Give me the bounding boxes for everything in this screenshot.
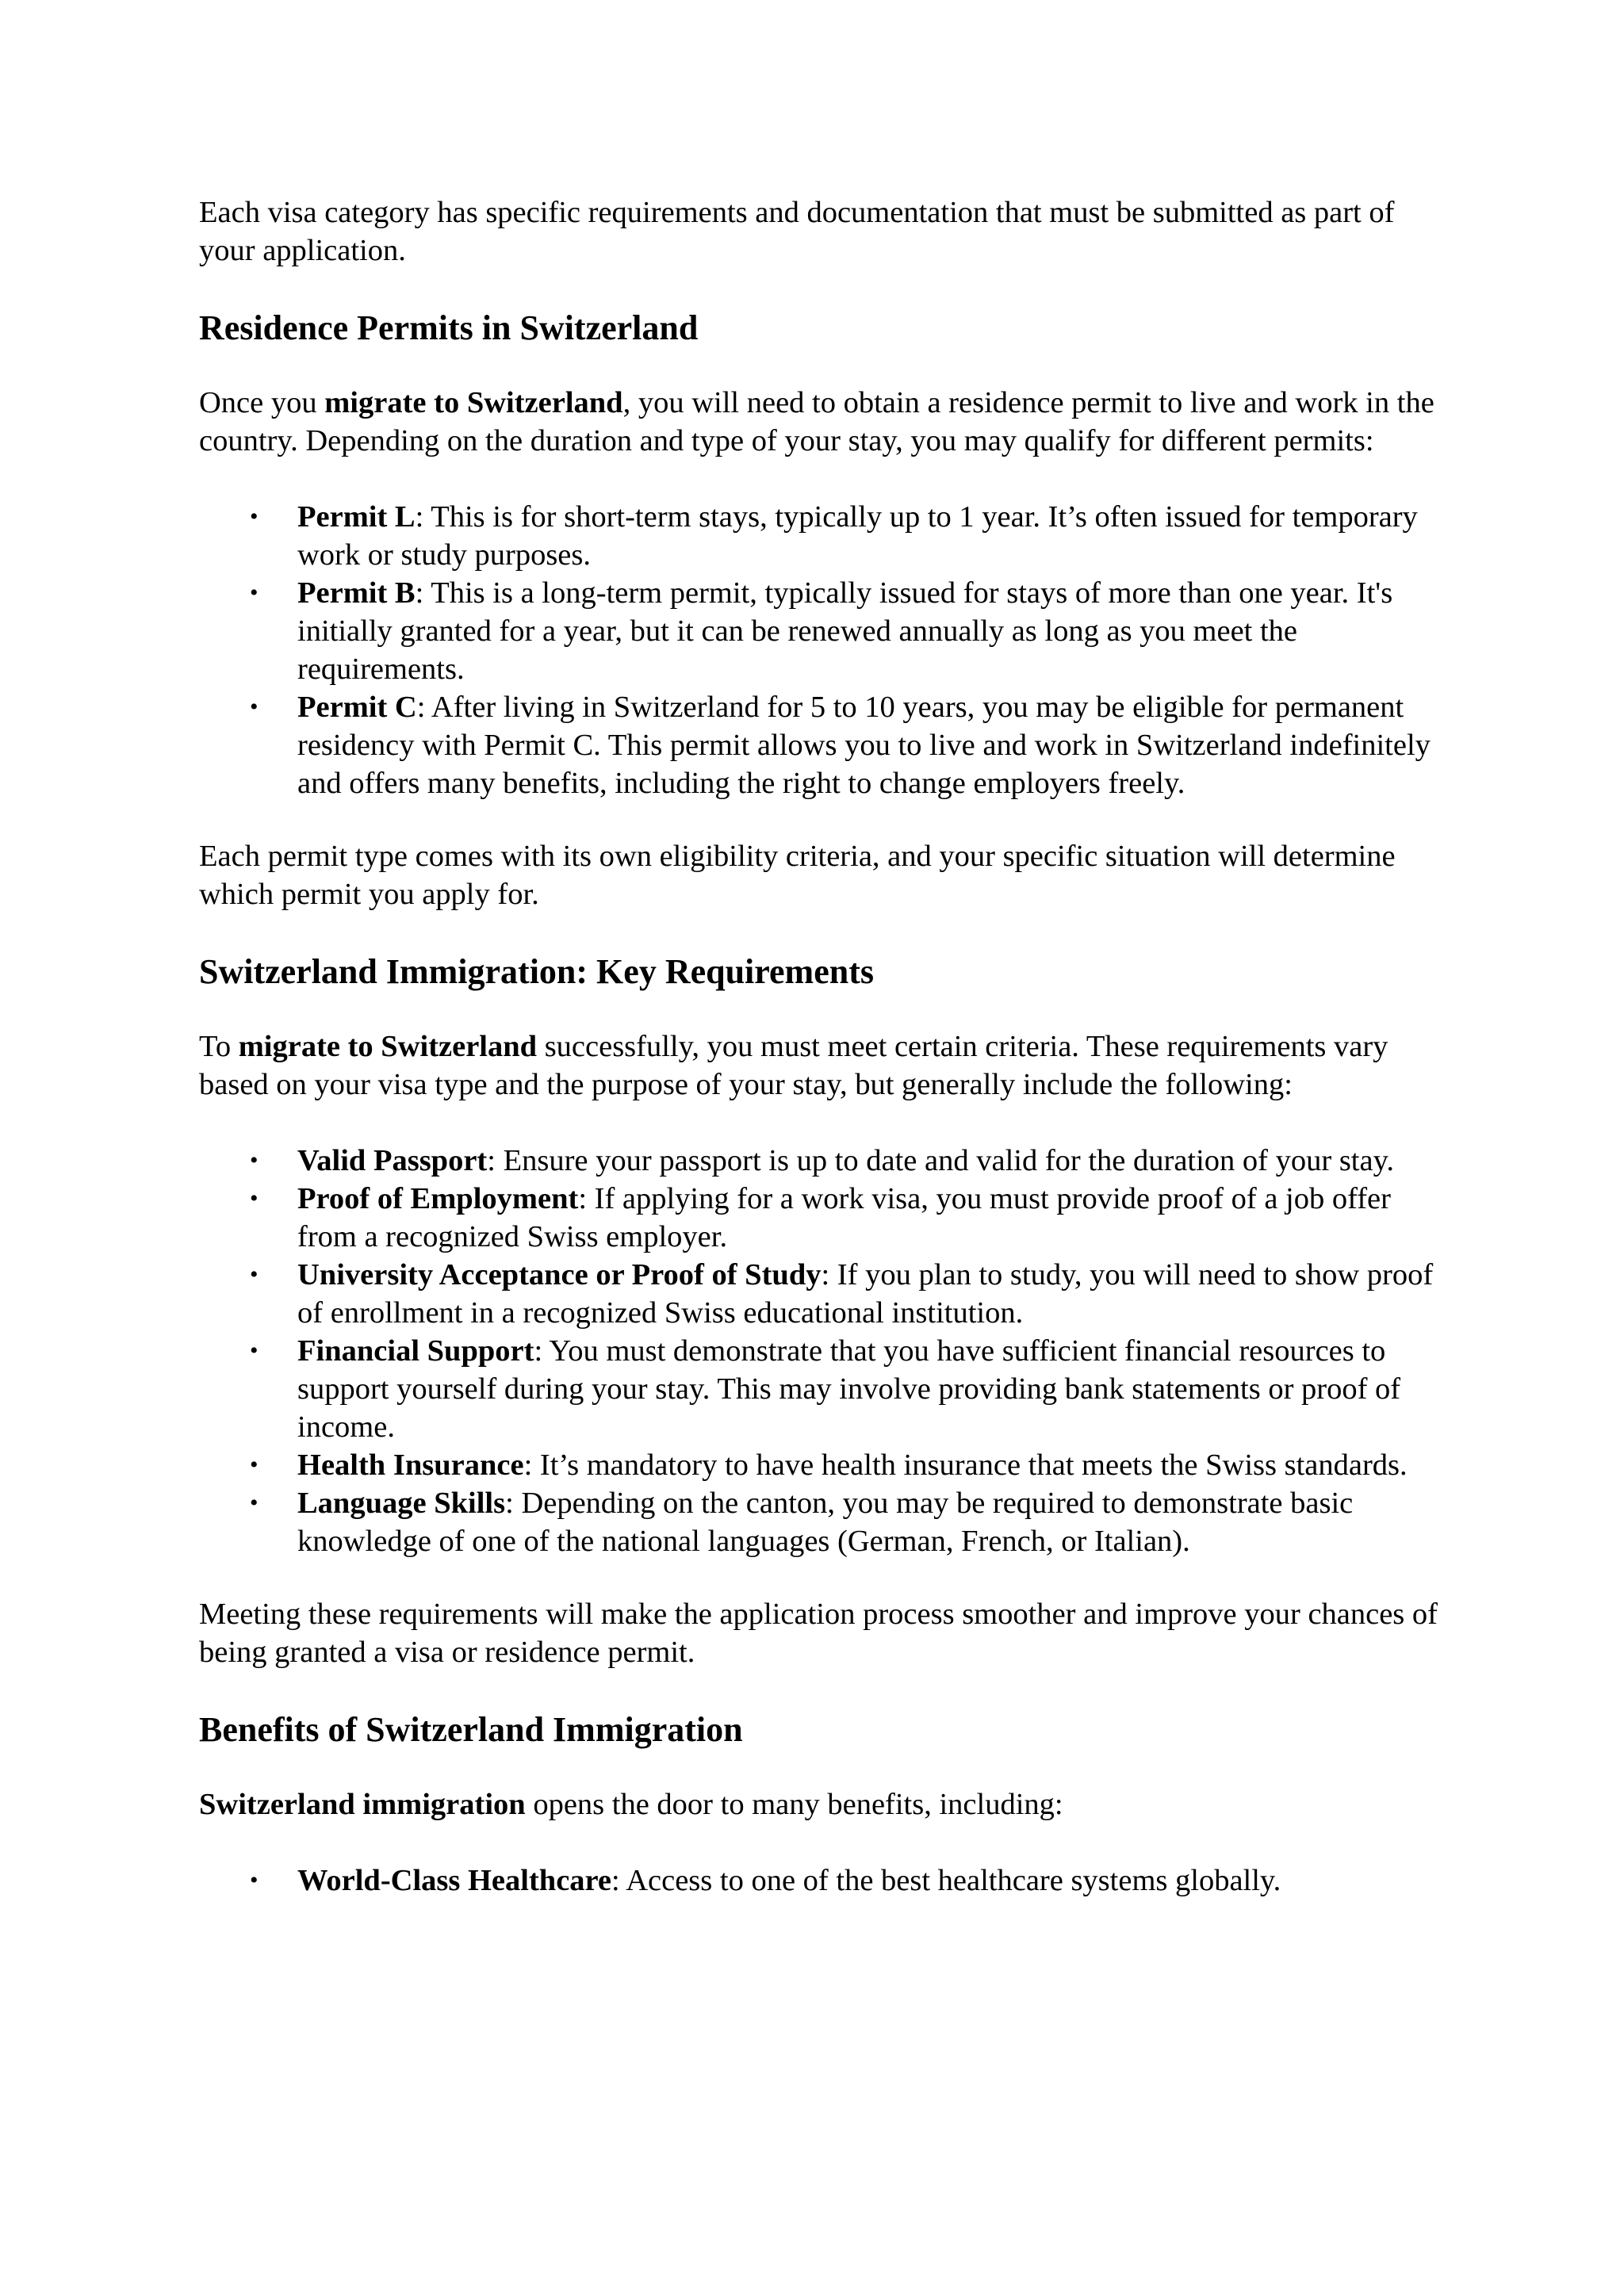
item-term: University Acceptance or Proof of Study: [297, 1258, 822, 1292]
list-item: • Health Insurance: It’s mandatory to have health insurance that meets the Swiss standards.: [199, 1446, 1452, 1484]
requirements-heading: Switzerland Immigration: Key Requirements: [199, 952, 874, 991]
bullet-icon: •: [250, 1185, 259, 1211]
bullet-icon: •: [250, 1490, 259, 1516]
residence-paragraph-bold: migrate to Switzerland: [324, 386, 623, 419]
residence-heading: Residence Permits in Switzerland: [199, 308, 699, 347]
item-term: World-Class Healthcare: [297, 1864, 612, 1897]
benefits-paragraph: Switzerland immigration opens the door to many benefits, including:: [199, 1788, 1063, 1821]
item-term: Health Insurance: [297, 1448, 524, 1482]
benefits-heading: Benefits of Switzerland Immigration: [199, 1710, 743, 1749]
bullet-icon: •: [250, 503, 259, 530]
residence-permit-list: [199, 498, 1452, 802]
bullet-icon: •: [250, 1261, 259, 1288]
intro-paragraph: Each visa category has specific requirements and documentation that must be submitted as part of your application.: [199, 196, 1395, 267]
benefits-paragraph-bold: Switzerland immigration: [199, 1788, 526, 1821]
list-item: • Financial Support: You must demonstrate that you have sufficient financial resources to support yourself during your stay. This may involve providing bank statements or proof of income.: [199, 1332, 1452, 1446]
requirements-closing: Meeting these requirements will make the application process smoother and improve your chances of being granted a visa or residence permit.: [199, 1598, 1438, 1669]
requirements-list: [199, 1142, 1452, 1560]
item-term: Permit L: [297, 500, 416, 534]
list-item: • University Acceptance or Proof of Study: If you plan to study, you will need to show proof of enrollment in a recognized Swiss educational institution.: [199, 1256, 1452, 1332]
list-item: • Permit L: This is for short-term stays, typically up to 1 year. It’s often issued for temporary work or study purposes.: [199, 498, 1452, 574]
item-term: Financial Support: [297, 1334, 534, 1368]
document-page: [199, 193, 1452, 1900]
list-item: • World-Class Healthcare: Access to one of the best healthcare systems globally.: [199, 1862, 1452, 1900]
list-item: • Permit C: After living in Switzerland for 5 to 10 years, you may be eligible for permanent residency with Permit C. This permit allows you to live and work in Switzerland indefinitely and offers many benefits, including the right to change employers freely.: [199, 688, 1452, 802]
residence-paragraph: Once you migrate to Switzerland, you will need to obtain a residence permit to live and work in the country. Depending on the duration and type of your stay, you may qualify for different permits:: [199, 386, 1434, 457]
list-item: • Proof of Employment: If applying for a work visa, you must provide proof of a job offer from a recognized Swiss employer.: [199, 1180, 1452, 1256]
item-term: Valid Passport: [297, 1144, 488, 1177]
bullet-icon: •: [250, 694, 259, 720]
list-item: • Valid Passport: Ensure your passport is up to date and valid for the duration of your stay.: [199, 1142, 1452, 1180]
list-item: • Language Skills: Depending on the canton, you may be required to demonstrate basic knowledge of one of the national languages (German, French, or Italian).: [199, 1484, 1452, 1560]
requirements-paragraph: To migrate to Switzerland successfully, you must meet certain criteria. These requirements vary based on your visa type and the purpose of your stay, but generally include the following:: [199, 1030, 1388, 1101]
list-item: • Permit B: This is a long-term permit, typically issued for stays of more than one year. It's initially granted for a year, but it can be renewed annually as long as you meet the requirements.: [199, 574, 1452, 688]
residence-closing: Each permit type comes with its own eligibility criteria, and your specific situation will determine which permit you apply for.: [199, 840, 1396, 911]
item-term: Permit C: [297, 691, 417, 724]
bullet-icon: •: [250, 1452, 259, 1478]
benefits-list: [199, 1862, 1452, 1900]
bullet-icon: •: [250, 1337, 259, 1364]
requirements-paragraph-bold: migrate to Switzerland: [238, 1030, 538, 1063]
item-term: Proof of Employment: [297, 1182, 579, 1215]
item-term: Language Skills: [297, 1487, 506, 1520]
item-term: Permit B: [297, 576, 416, 610]
bullet-icon: •: [250, 1147, 259, 1173]
bullet-icon: •: [250, 580, 259, 606]
bullet-icon: •: [250, 1867, 259, 1893]
